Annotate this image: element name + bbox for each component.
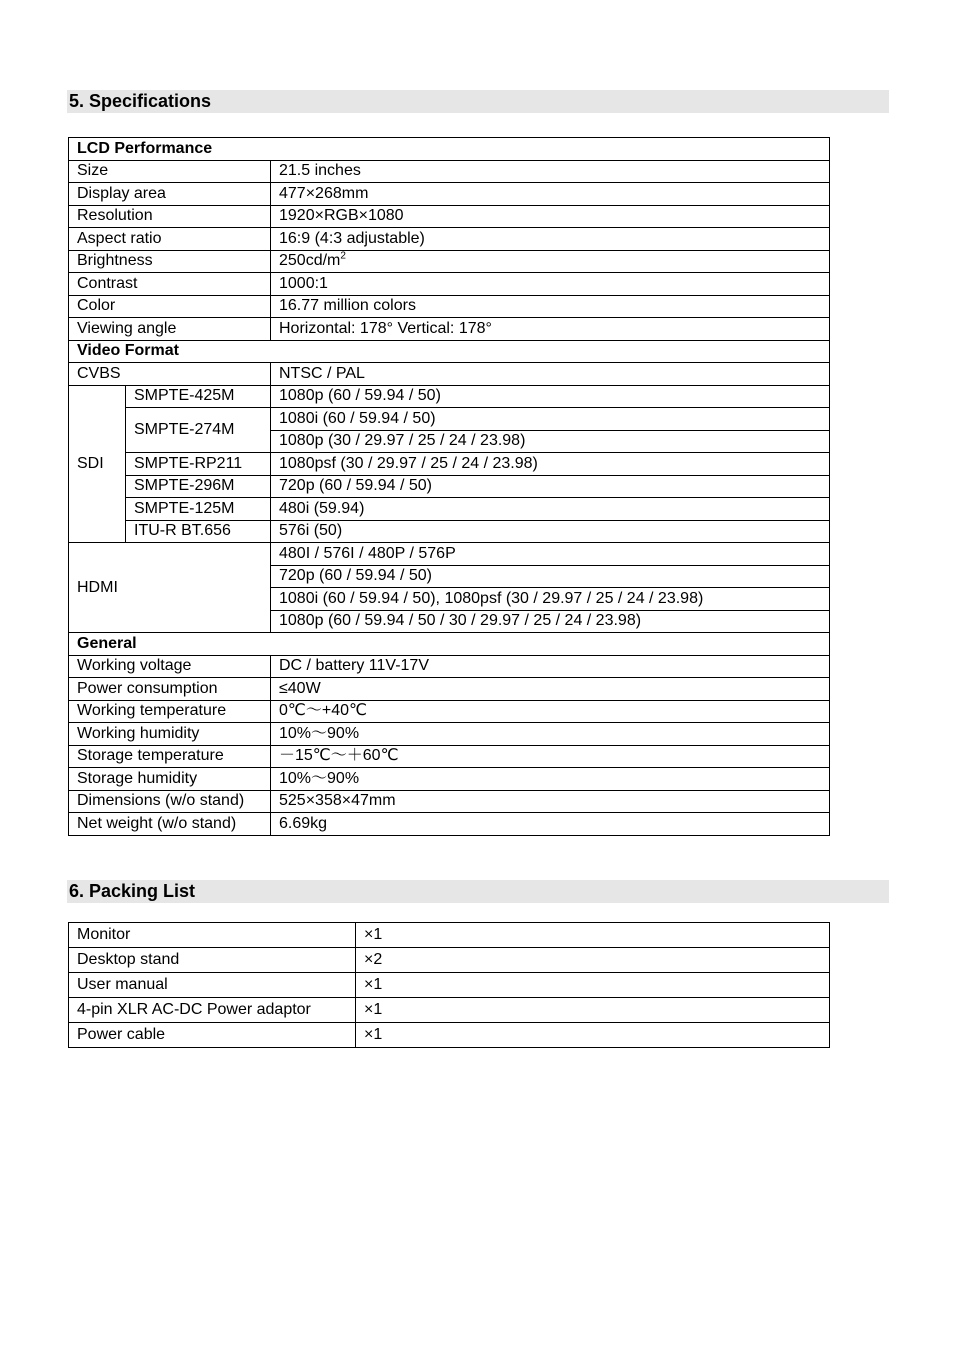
table-row: [69, 498, 830, 521]
table-row: [69, 678, 830, 701]
spec-label: Aspect ratio: [69, 228, 271, 251]
packing-item-name: Monitor: [69, 923, 356, 948]
table-row: [69, 655, 830, 678]
table-row: [69, 205, 830, 228]
packing-list-table: [68, 922, 830, 1048]
table-row: [69, 183, 830, 206]
specifications-heading: 5. Specifications: [67, 90, 889, 113]
spec-value: NTSC / PAL: [271, 363, 830, 386]
spec-value: 477×268mm: [271, 183, 830, 206]
sdi-standard: SMPTE-296M: [126, 475, 271, 498]
packing-item-qty: ×2: [356, 948, 830, 973]
sdi-standard: SMPTE-125M: [126, 498, 271, 521]
table-row: [69, 250, 830, 273]
video-format-row: [69, 340, 830, 363]
lcd-performance-row: [69, 138, 830, 161]
table-row: [69, 813, 830, 836]
spec-label: Brightness: [69, 250, 271, 273]
sdi-label: SDI: [69, 385, 126, 543]
sdi-format: 720p (60 / 59.94 / 50): [271, 475, 830, 498]
sdi-format: 1080p (60 / 59.94 / 50): [271, 385, 830, 408]
table-row: [69, 385, 830, 408]
spec-label: Working temperature: [69, 700, 271, 723]
spec-label: Display area: [69, 183, 271, 206]
spec-value: DC / battery 11V-17V: [271, 655, 830, 678]
spec-label: Storage temperature: [69, 745, 271, 768]
table-row: [69, 475, 830, 498]
spec-label: CVBS: [69, 363, 271, 386]
packing-list-heading: 6. Packing List: [67, 880, 889, 903]
table-row: [69, 973, 830, 998]
spec-value: 6.69kg: [271, 813, 830, 836]
spec-value: Horizontal: 178° Vertical: 178°: [271, 318, 830, 341]
sdi-standard: SMPTE-274M: [126, 408, 271, 453]
superscript-exponent: 2: [340, 250, 346, 262]
hdmi-label: HDMI: [69, 543, 271, 633]
spec-label: Size: [69, 160, 271, 183]
packing-item-qty: ×1: [356, 973, 830, 998]
sdi-format: 1080p (30 / 29.97 / 25 / 24 / 23.98): [271, 430, 830, 453]
packing-item-name: User manual: [69, 973, 356, 998]
spec-value: 1920×RGB×1080: [271, 205, 830, 228]
spec-value: 0℃～+40℃: [271, 700, 830, 723]
table-row: [69, 363, 830, 386]
general-row: [69, 633, 830, 656]
table-row: [69, 790, 830, 813]
hdmi-format: 1080p (60 / 59.94 / 50 / 30 / 29.97 / 25 / 24 / 23.98): [271, 610, 830, 633]
spec-label: Contrast: [69, 273, 271, 296]
table-row: [69, 768, 830, 791]
spec-label: Storage humidity: [69, 768, 271, 791]
packing-item-name: Desktop stand: [69, 948, 356, 973]
sdi-standard: ITU-R BT.656: [126, 520, 271, 543]
sdi-format: 1080i (60 / 59.94 / 50): [271, 408, 830, 431]
hdmi-format: 1080i (60 / 59.94 / 50), 1080psf (30 / 29.97 / 25 / 24 / 23.98): [271, 588, 830, 611]
sdi-standard: SMPTE-RP211: [126, 453, 271, 476]
spec-label: Working humidity: [69, 723, 271, 746]
table-row: [69, 543, 830, 566]
table-row: [69, 723, 830, 746]
spec-label: Color: [69, 295, 271, 318]
spec-value: 10%～90%: [271, 723, 830, 746]
table-row: [69, 228, 830, 251]
video-format-title: Video Format: [69, 340, 830, 363]
spec-value: 1000:1: [271, 273, 830, 296]
spec-label: Net weight (w/o stand): [69, 813, 271, 836]
spec-label: Power consumption: [69, 678, 271, 701]
spec-label: Viewing angle: [69, 318, 271, 341]
table-row: [69, 453, 830, 476]
spec-value: [271, 250, 830, 273]
table-row: [69, 923, 830, 948]
hdmi-format: 720p (60 / 59.94 / 50): [271, 565, 830, 588]
table-row: [69, 273, 830, 296]
packing-item-name: Power cable: [69, 1023, 356, 1048]
spec-value: 21.5 inches: [271, 160, 830, 183]
general-title: General: [69, 633, 830, 656]
table-row: [69, 520, 830, 543]
specifications-table: [68, 137, 830, 836]
table-row: [69, 295, 830, 318]
lcd-performance-title: LCD Performance: [69, 138, 830, 161]
spec-value: 525×358×47mm: [271, 790, 830, 813]
sdi-format: 480i (59.94): [271, 498, 830, 521]
table-row: [69, 700, 830, 723]
table-row: [69, 998, 830, 1023]
spec-label: Resolution: [69, 205, 271, 228]
spec-label: Working voltage: [69, 655, 271, 678]
table-row: [69, 408, 830, 431]
table-row: [69, 318, 830, 341]
packing-item-qty: ×1: [356, 923, 830, 948]
sdi-format: 1080psf (30 / 29.97 / 25 / 24 / 23.98): [271, 453, 830, 476]
packing-item-qty: ×1: [356, 998, 830, 1023]
table-row: [69, 160, 830, 183]
table-row: [69, 745, 830, 768]
packing-item-qty: ×1: [356, 1023, 830, 1048]
table-row: [69, 1023, 830, 1048]
hdmi-format: 480I / 576I / 480P / 576P: [271, 543, 830, 566]
brightness-value: 250cd/m: [279, 252, 341, 270]
table-row: [69, 948, 830, 973]
sdi-standard: SMPTE-425M: [126, 385, 271, 408]
sdi-format: 576i (50): [271, 520, 830, 543]
spec-value: －15℃～＋60℃: [271, 745, 830, 768]
packing-item-name: 4-pin XLR AC-DC Power adaptor: [69, 998, 356, 1023]
spec-value: 10%～90%: [271, 768, 830, 791]
spec-value: 16:9 (4:3 adjustable): [271, 228, 830, 251]
spec-value: ≤40W: [271, 678, 830, 701]
spec-label: Dimensions (w/o stand): [69, 790, 271, 813]
spec-value: 16.77 million colors: [271, 295, 830, 318]
